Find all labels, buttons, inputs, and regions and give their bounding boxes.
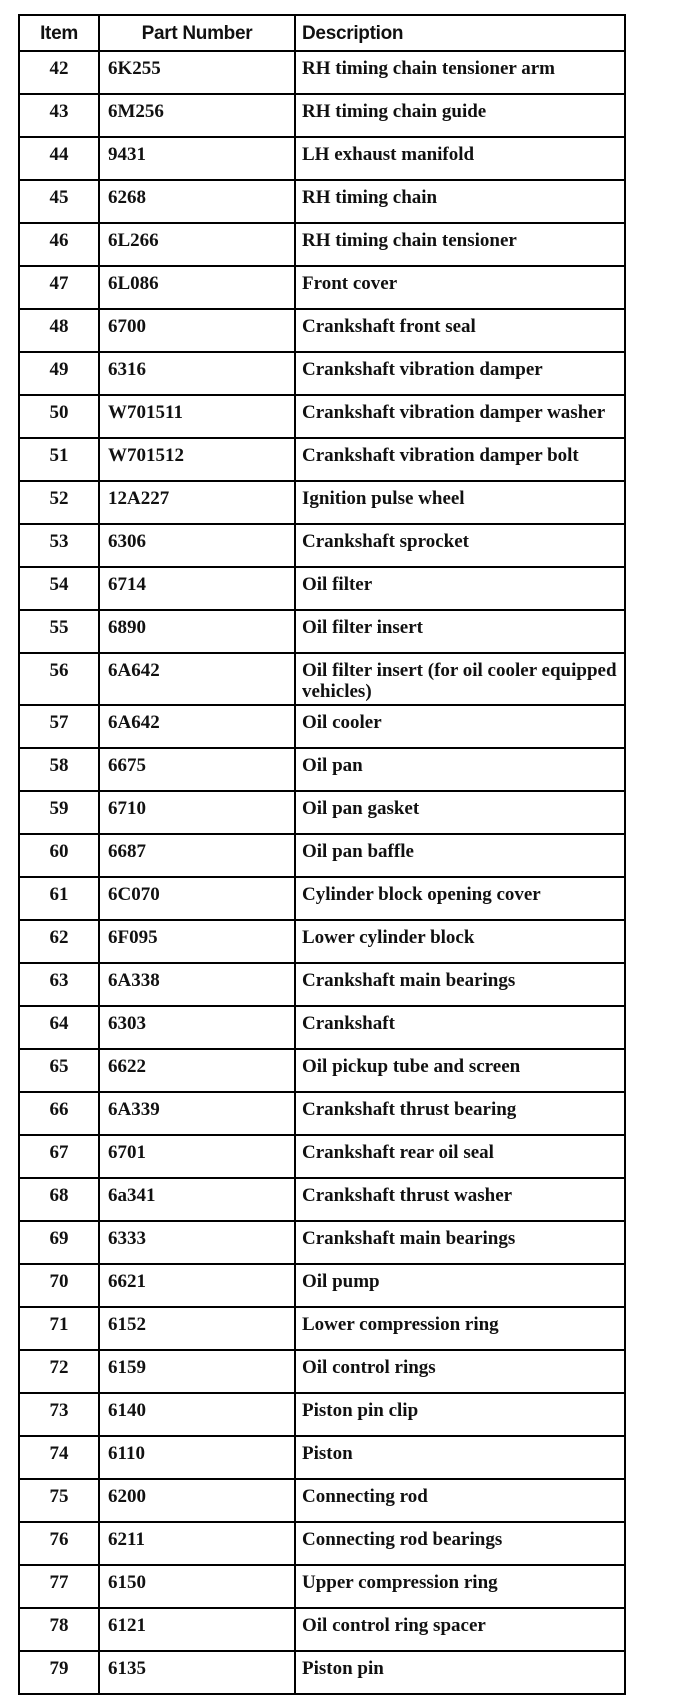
description-cell: RH timing chain xyxy=(295,180,625,223)
table-row xyxy=(19,1049,625,1092)
item-cell: 62 xyxy=(19,920,99,963)
part-number-cell: 6150 xyxy=(99,1565,295,1608)
item-cell: 48 xyxy=(19,309,99,352)
table-row xyxy=(19,877,625,920)
part-number-cell: W701512 xyxy=(99,438,295,481)
description-cell: Piston xyxy=(295,1436,625,1479)
item-cell: 57 xyxy=(19,705,99,748)
table-row xyxy=(19,705,625,748)
item-cell: 63 xyxy=(19,963,99,1006)
header-row xyxy=(19,15,625,51)
part-number-cell: 6121 xyxy=(99,1608,295,1651)
description-cell: Crankshaft thrust washer xyxy=(295,1178,625,1221)
table-row xyxy=(19,963,625,1006)
part-number-cell: 6687 xyxy=(99,834,295,877)
part-number-cell: 6a341 xyxy=(99,1178,295,1221)
table-row xyxy=(19,223,625,266)
description-cell: Oil filter insert (for oil cooler equipped vehicles) xyxy=(295,653,625,705)
description-cell: Piston pin xyxy=(295,1651,625,1694)
description-cell: Oil filter xyxy=(295,567,625,610)
part-number-cell: 6890 xyxy=(99,610,295,653)
part-number-cell: 6A642 xyxy=(99,653,295,705)
description-cell: Front cover xyxy=(295,266,625,309)
item-cell: 67 xyxy=(19,1135,99,1178)
table-row xyxy=(19,266,625,309)
description-cell: Connecting rod bearings xyxy=(295,1522,625,1565)
table-row xyxy=(19,653,625,705)
table-row xyxy=(19,1221,625,1264)
item-cell: 68 xyxy=(19,1178,99,1221)
description-cell: Crankshaft vibration damper xyxy=(295,352,625,395)
table-row xyxy=(19,1264,625,1307)
table-row xyxy=(19,352,625,395)
item-cell: 61 xyxy=(19,877,99,920)
description-cell: Crankshaft vibration damper washer xyxy=(295,395,625,438)
part-number-cell: 6268 xyxy=(99,180,295,223)
description-cell: Crankshaft vibration damper bolt xyxy=(295,438,625,481)
part-number-cell: 9431 xyxy=(99,137,295,180)
table-row xyxy=(19,1479,625,1522)
table-row xyxy=(19,748,625,791)
column-header-part-number: Part Number xyxy=(99,15,295,51)
part-number-cell: 6303 xyxy=(99,1006,295,1049)
column-header-description: Description xyxy=(295,15,625,51)
description-cell: Cylinder block opening cover xyxy=(295,877,625,920)
description-cell: Upper compression ring xyxy=(295,1565,625,1608)
item-cell: 64 xyxy=(19,1006,99,1049)
part-number-cell: 6316 xyxy=(99,352,295,395)
table-row xyxy=(19,1092,625,1135)
item-cell: 42 xyxy=(19,51,99,94)
table-body xyxy=(19,51,625,1694)
item-cell: 53 xyxy=(19,524,99,567)
part-number-cell: 6200 xyxy=(99,1479,295,1522)
item-cell: 77 xyxy=(19,1565,99,1608)
description-cell: Connecting rod xyxy=(295,1479,625,1522)
item-cell: 56 xyxy=(19,653,99,705)
item-cell: 69 xyxy=(19,1221,99,1264)
table-row xyxy=(19,1350,625,1393)
item-cell: 58 xyxy=(19,748,99,791)
item-cell: 72 xyxy=(19,1350,99,1393)
table-row xyxy=(19,524,625,567)
item-cell: 79 xyxy=(19,1651,99,1694)
table-row xyxy=(19,309,625,352)
part-number-cell: 6700 xyxy=(99,309,295,352)
part-number-cell: 6L266 xyxy=(99,223,295,266)
part-number-cell: 6333 xyxy=(99,1221,295,1264)
description-cell: Ignition pulse wheel xyxy=(295,481,625,524)
table-row xyxy=(19,834,625,877)
parts-table xyxy=(18,14,626,1695)
item-cell: 47 xyxy=(19,266,99,309)
table-row xyxy=(19,1006,625,1049)
description-cell: Crankshaft rear oil seal xyxy=(295,1135,625,1178)
table-row xyxy=(19,94,625,137)
part-number-cell: 6A338 xyxy=(99,963,295,1006)
table-row xyxy=(19,395,625,438)
part-number-cell: 6C070 xyxy=(99,877,295,920)
table-row xyxy=(19,1393,625,1436)
part-number-cell: 6A642 xyxy=(99,705,295,748)
table-row xyxy=(19,567,625,610)
description-cell: Oil control rings xyxy=(295,1350,625,1393)
item-cell: 55 xyxy=(19,610,99,653)
table-row xyxy=(19,51,625,94)
part-number-cell: W701511 xyxy=(99,395,295,438)
item-cell: 59 xyxy=(19,791,99,834)
part-number-cell: 6152 xyxy=(99,1307,295,1350)
table-row xyxy=(19,791,625,834)
description-cell: Crankshaft main bearings xyxy=(295,1221,625,1264)
item-cell: 73 xyxy=(19,1393,99,1436)
item-cell: 45 xyxy=(19,180,99,223)
table-row xyxy=(19,438,625,481)
description-cell: Crankshaft thrust bearing xyxy=(295,1092,625,1135)
item-cell: 60 xyxy=(19,834,99,877)
description-cell: RH timing chain tensioner xyxy=(295,223,625,266)
item-cell: 50 xyxy=(19,395,99,438)
part-number-cell: 6701 xyxy=(99,1135,295,1178)
table-row xyxy=(19,1565,625,1608)
part-number-cell: 6211 xyxy=(99,1522,295,1565)
description-cell: Crankshaft sprocket xyxy=(295,524,625,567)
item-cell: 52 xyxy=(19,481,99,524)
item-cell: 71 xyxy=(19,1307,99,1350)
table-row xyxy=(19,137,625,180)
description-cell: Crankshaft main bearings xyxy=(295,963,625,1006)
table-row xyxy=(19,1651,625,1694)
part-number-cell: 6710 xyxy=(99,791,295,834)
description-cell: Piston pin clip xyxy=(295,1393,625,1436)
table-row xyxy=(19,1307,625,1350)
item-cell: 66 xyxy=(19,1092,99,1135)
table-row xyxy=(19,1522,625,1565)
description-cell: Lower compression ring xyxy=(295,1307,625,1350)
table-row xyxy=(19,1608,625,1651)
description-cell: RH timing chain guide xyxy=(295,94,625,137)
item-cell: 54 xyxy=(19,567,99,610)
part-number-cell: 6110 xyxy=(99,1436,295,1479)
item-cell: 46 xyxy=(19,223,99,266)
table-row xyxy=(19,481,625,524)
description-cell: Lower cylinder block xyxy=(295,920,625,963)
part-number-cell: 12A227 xyxy=(99,481,295,524)
column-header-item: Item xyxy=(19,15,99,51)
description-cell: Oil filter insert xyxy=(295,610,625,653)
table-header xyxy=(19,15,625,51)
description-cell: Crankshaft front seal xyxy=(295,309,625,352)
description-cell: Oil cooler xyxy=(295,705,625,748)
part-number-cell: 6K255 xyxy=(99,51,295,94)
description-cell: Oil control ring spacer xyxy=(295,1608,625,1651)
item-cell: 78 xyxy=(19,1608,99,1651)
table-row xyxy=(19,1135,625,1178)
item-cell: 70 xyxy=(19,1264,99,1307)
description-cell: Oil pan gasket xyxy=(295,791,625,834)
part-number-cell: 6140 xyxy=(99,1393,295,1436)
part-number-cell: 6622 xyxy=(99,1049,295,1092)
part-number-cell: 6621 xyxy=(99,1264,295,1307)
part-number-cell: 6F095 xyxy=(99,920,295,963)
table-row xyxy=(19,610,625,653)
description-cell: RH timing chain tensioner arm xyxy=(295,51,625,94)
part-number-cell: 6M256 xyxy=(99,94,295,137)
item-cell: 74 xyxy=(19,1436,99,1479)
item-cell: 76 xyxy=(19,1522,99,1565)
item-cell: 49 xyxy=(19,352,99,395)
item-cell: 65 xyxy=(19,1049,99,1092)
table-row xyxy=(19,1178,625,1221)
item-cell: 75 xyxy=(19,1479,99,1522)
item-cell: 51 xyxy=(19,438,99,481)
part-number-cell: 6159 xyxy=(99,1350,295,1393)
part-number-cell: 6675 xyxy=(99,748,295,791)
part-number-cell: 6A339 xyxy=(99,1092,295,1135)
part-number-cell: 6135 xyxy=(99,1651,295,1694)
description-cell: Oil pan baffle xyxy=(295,834,625,877)
description-cell: Oil pickup tube and screen xyxy=(295,1049,625,1092)
description-cell: Crankshaft xyxy=(295,1006,625,1049)
item-cell: 43 xyxy=(19,94,99,137)
item-cell: 44 xyxy=(19,137,99,180)
table-row xyxy=(19,180,625,223)
part-number-cell: 6714 xyxy=(99,567,295,610)
table-row xyxy=(19,920,625,963)
description-cell: Oil pump xyxy=(295,1264,625,1307)
description-cell: LH exhaust manifold xyxy=(295,137,625,180)
description-cell: Oil pan xyxy=(295,748,625,791)
part-number-cell: 6306 xyxy=(99,524,295,567)
table-row xyxy=(19,1436,625,1479)
part-number-cell: 6L086 xyxy=(99,266,295,309)
